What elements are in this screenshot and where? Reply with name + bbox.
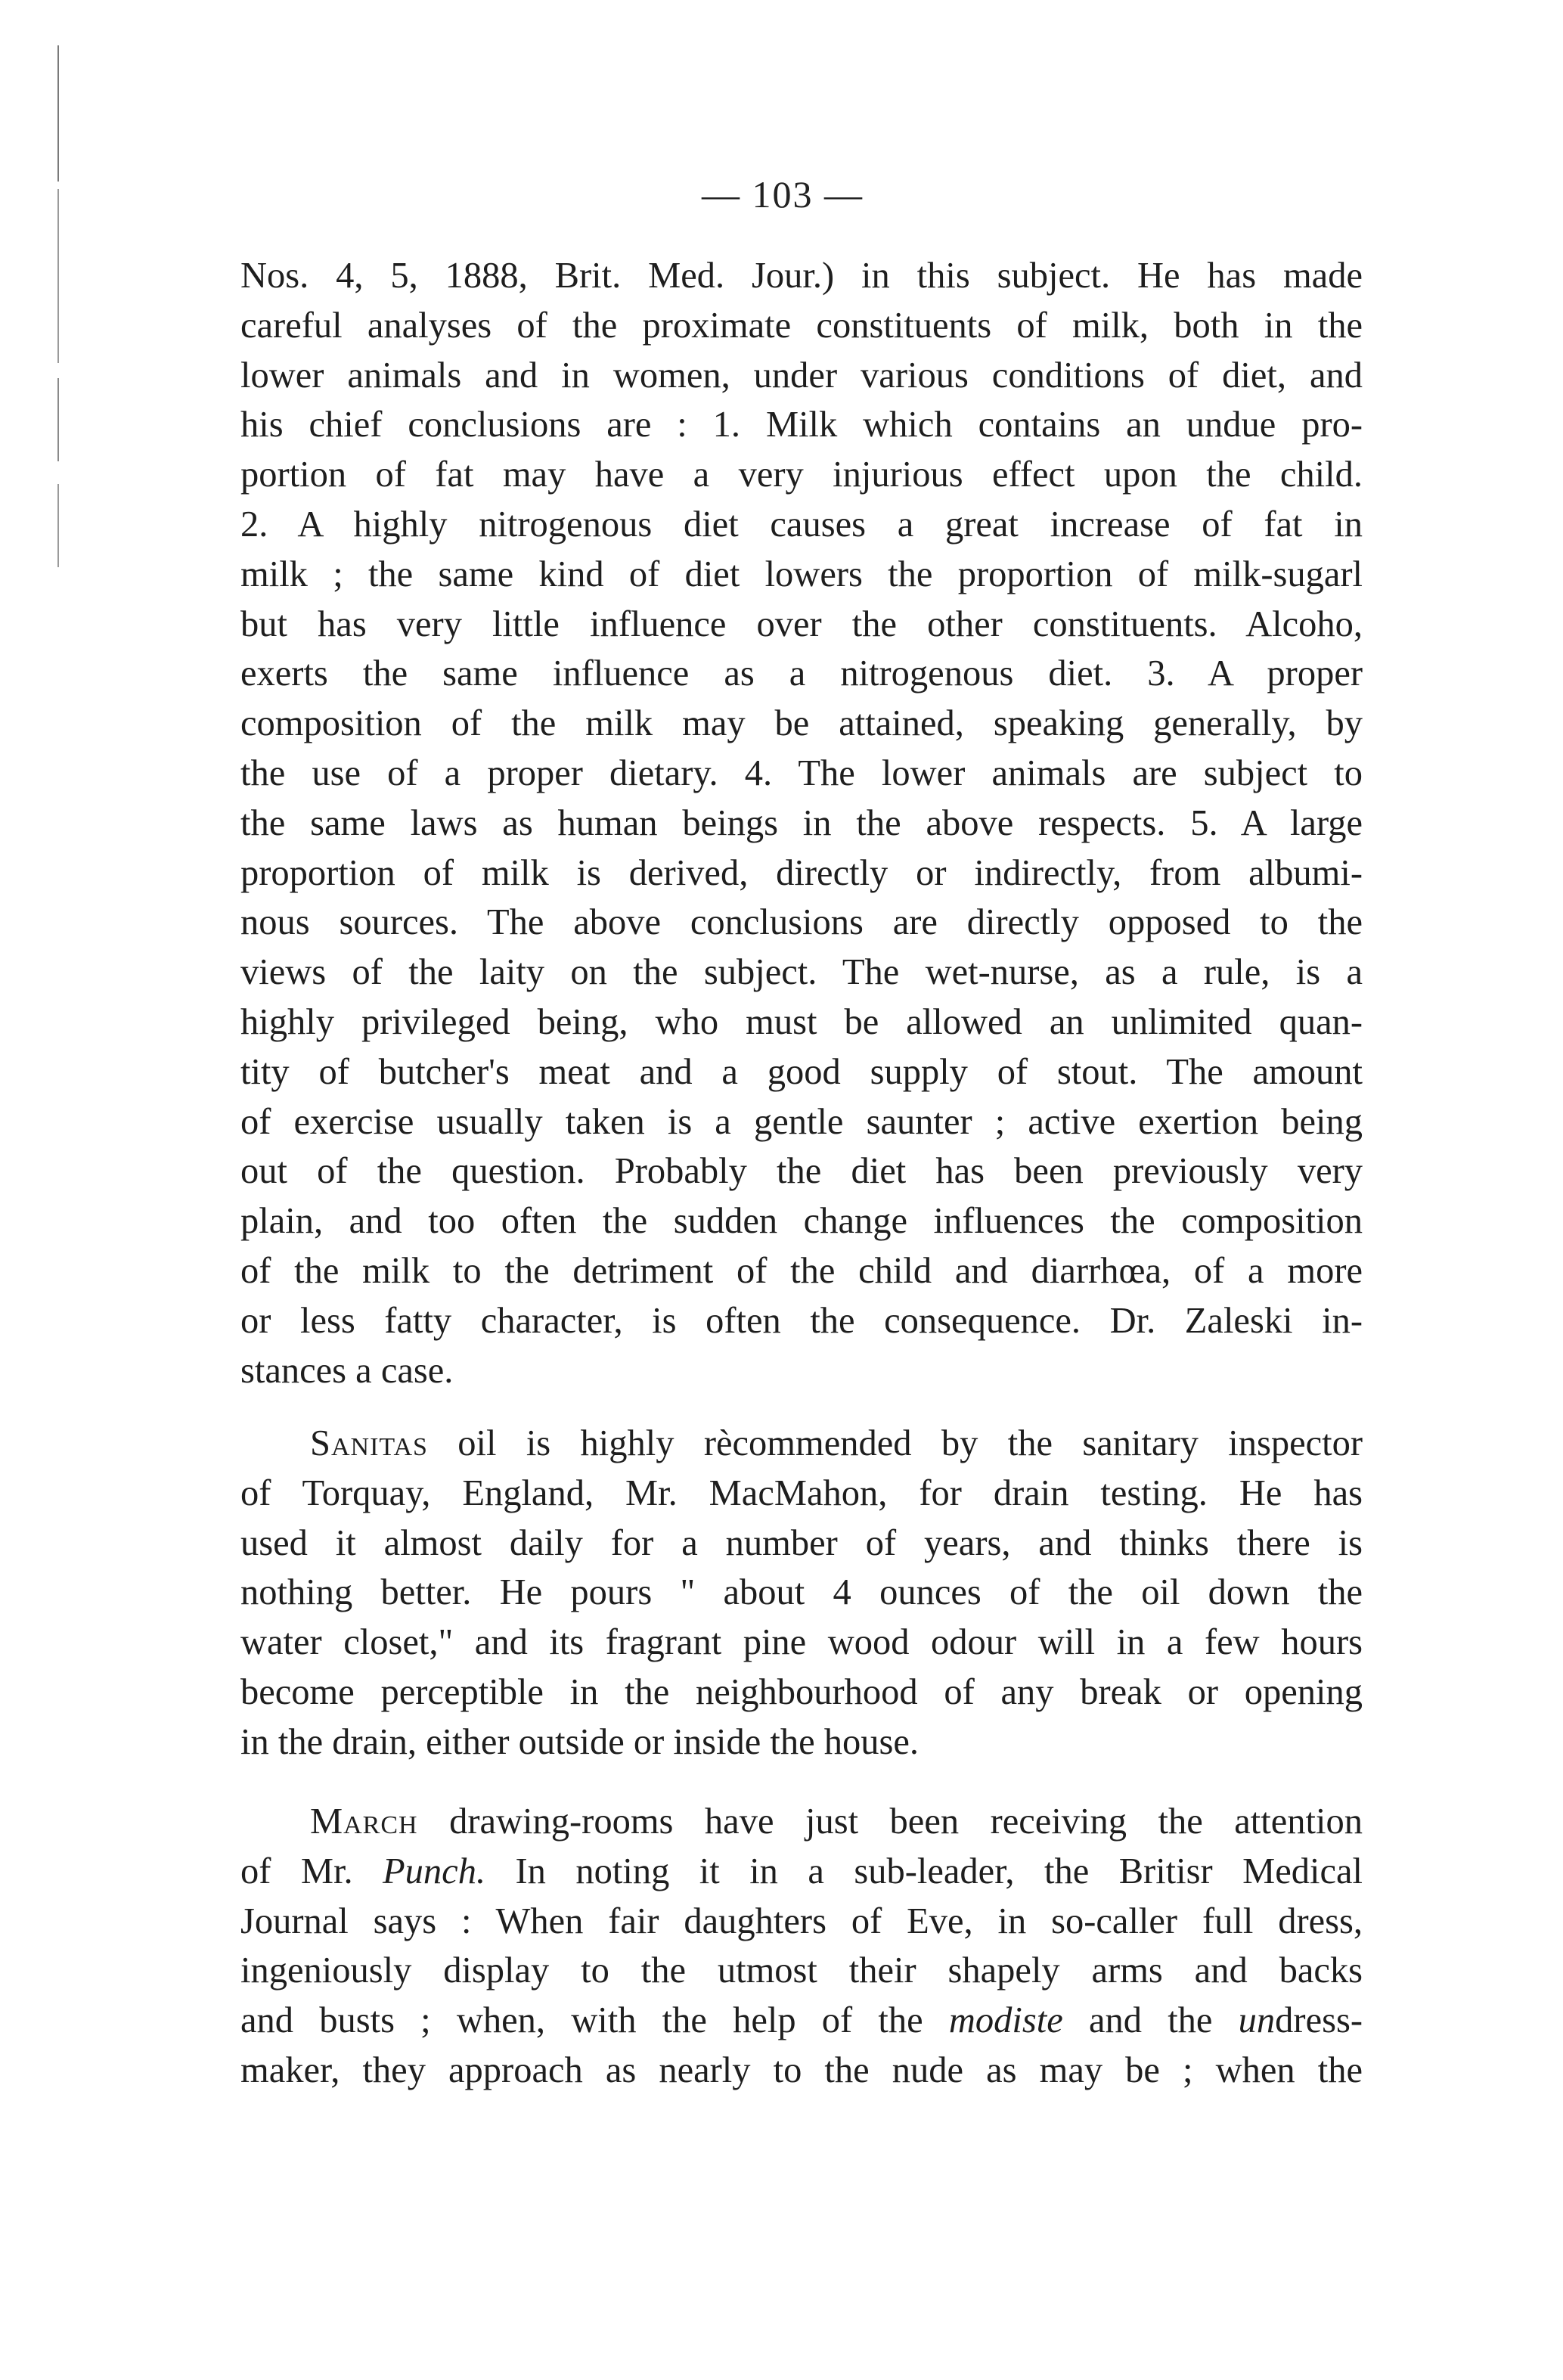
text-line: of the milk to the detriment of the child and diarrhœa, of a more (240, 1250, 1363, 1291)
text-line: nous sources. The above conclusions are directly opposed to the (240, 902, 1363, 943)
page-number: — 103 — (702, 173, 864, 216)
paragraph-sanitas (240, 1419, 1363, 1767)
text-run: dress- (1275, 2000, 1363, 2041)
binding-edge-mark (57, 45, 59, 182)
text-line: portion of fat may have a very injurious effect upon the child. (240, 455, 1363, 495)
text-line: 2. A highly nitrogenous diet causes a great increase of fat in (240, 504, 1363, 545)
text-line: composition of the milk may be attained, speaking generally, by (240, 703, 1363, 744)
text-line: out of the question. Probably the diet has been previously very (240, 1151, 1363, 1192)
text-line: Journal says : When fair daughters of Eve, in so-caller full dress, (240, 1901, 1363, 1941)
text-line: Nos. 4, 5, 1888, Brit. Med. Jour.) in this subject. He has made (240, 256, 1363, 296)
text-line: tity of butcher's meat and a good supply of stout. The amount (240, 1051, 1363, 1092)
text-line: or less fatty character, is often the consequence. Dr. Zaleski in- (240, 1300, 1363, 1341)
text-run: of Mr. (240, 1851, 383, 1891)
binding-edge-mark (57, 378, 59, 461)
text-line: used it almost daily for a number of years, and thinks there is (240, 1522, 1363, 1563)
text-line: ingeniously display to the utmost their shapely arms and backs (240, 1950, 1363, 1991)
text-line: views of the laity on the subject. The wet-nurse, as a rule, is a (240, 952, 1363, 993)
lead-word: March (310, 1801, 418, 1842)
text-line: maker, they approach as nearly to the nude as may be ; when the (240, 2050, 1363, 2090)
text-line: of Torquay, England, Mr. MacMahon, for drain testing. He has (240, 1472, 1363, 1513)
text-line: proportion of milk is derived, directly or indirectly, from albumi- (240, 852, 1363, 893)
text-run: In noting it in a sub-leader, the Britisr Medical (485, 1851, 1363, 1891)
text-line: in the drain, either outside or inside the house. (240, 1721, 920, 1762)
text-line: highly privileged being, who must be allowed an unlimited quan- (240, 1001, 1363, 1042)
text-line: the same laws as human beings in the above respects. 5. A large (240, 802, 1363, 843)
text-run: and the (1062, 2000, 1239, 2041)
italic-run: un (1238, 2000, 1276, 2041)
text-line: the use of a proper dietary. 4. The lower animals are subject to (240, 752, 1363, 793)
text-line: his chief conclusions are : 1. Milk which contains an undue pro- (240, 405, 1363, 445)
text-line: stances a case. (240, 1350, 454, 1391)
text-line: nothing better. He pours " about 4 ounces of the oil down the (240, 1572, 1363, 1613)
text-run: and busts ; when, with the help of the (240, 2000, 949, 2041)
text-line: exerts the same influence as a nitrogenous diet. 3. A proper (240, 653, 1363, 694)
text-line: milk ; the same kind of diet lowers the proportion of milk-sugarl (240, 554, 1363, 594)
italic-run: Punch. (383, 1851, 486, 1891)
text-line (240, 1996, 1363, 2046)
text-line (240, 1419, 1363, 1469)
text-line (240, 1847, 1363, 1897)
text-line: of exercise usually taken is a gentle saunter ; active exertion being (240, 1101, 1363, 1142)
text-line: careful analyses of the proximate constituents of milk, both in the (240, 305, 1363, 346)
text-run: oil is highly rècommended by the sanitary inspector (427, 1423, 1363, 1463)
text-line: but has very little influence over the other constituents. Alcoho, (240, 604, 1363, 644)
lead-word: Sanitas (310, 1423, 428, 1463)
paragraph-march-drawing-rooms (240, 1797, 1363, 2096)
paragraph-milk-analysis (240, 251, 1363, 1395)
text-line: lower animals and in women, under various conditions of diet, and (240, 355, 1363, 396)
text-line: water closet," and its fragrant pine wood odour will in a few hours (240, 1622, 1363, 1663)
binding-edge-mark (57, 189, 59, 363)
text-line: plain, and too often the sudden change influences the composition (240, 1201, 1363, 1242)
binding-edge-mark (57, 484, 59, 567)
text-line: become perceptible in the neighbourhood of any break or opening (240, 1671, 1363, 1712)
text-run: drawing-rooms have just been receiving the attention (417, 1801, 1363, 1842)
italic-run: modiste (948, 2000, 1063, 2041)
text-line (240, 1797, 1363, 1847)
